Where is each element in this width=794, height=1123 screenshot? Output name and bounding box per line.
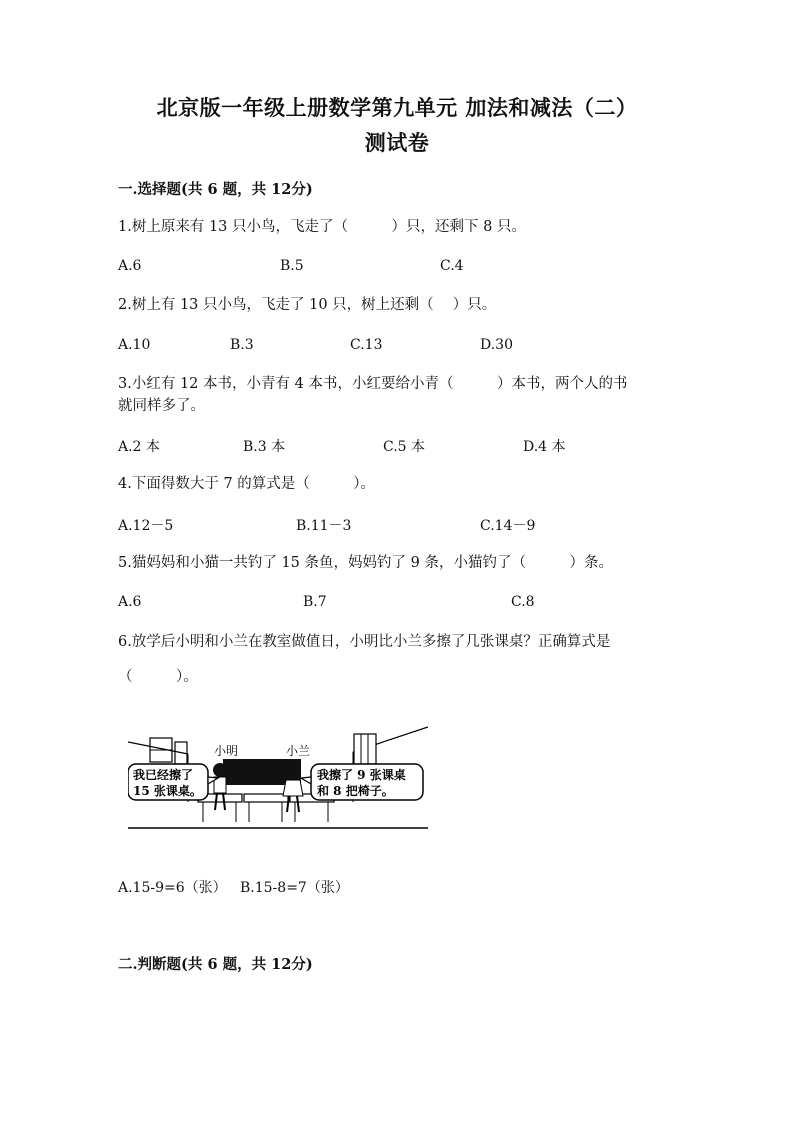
window-right (354, 734, 376, 764)
question-3-option-b: B.3 本 (243, 439, 286, 455)
question-1-option-c: C.4 (440, 258, 464, 274)
question-3-option-a: A.2 本 (118, 439, 160, 455)
question-6-option-a: A.15-9=6（张） (118, 880, 227, 896)
classroom-drawing (128, 722, 428, 830)
question-3-line-2: 就同样多了。 (118, 398, 205, 414)
question-1-option-b: B.5 (280, 258, 304, 274)
bubble-left-line-1: 我已经擦了 (133, 768, 194, 782)
question-6-line-1: 6.放学后小明和小兰在教室做值日，小明比小兰多擦了几张课桌？正确算式是 (118, 634, 611, 650)
bubble-left-line-2: 15 张课桌。 (133, 784, 202, 798)
girl-figure (286, 763, 300, 777)
question-2-option-a: A.10 (118, 337, 151, 353)
worksheet-title: 北京版一年级上册数学第九单元 加法和减法（二） (156, 95, 638, 120)
question-2-option-d: D.30 (480, 337, 513, 353)
question-3-line-1: 3.小红有 12 本书，小青有 4 本书，小红要给小青（ ）本书，两个人的书 (118, 376, 628, 392)
desk (244, 794, 288, 802)
bubble-right-line-2: 和 8 把椅子。 (317, 784, 394, 798)
question-1: 1.树上原来有 13 只小鸟，飞走了（ ）只，还剩下 8 只。 (118, 219, 526, 235)
section-heading-choice: 一.选择题(共 6 题，共 12分) (118, 181, 313, 198)
question-6-option-b: B.15-8=7（张） (240, 880, 349, 896)
question-2-option-c: C.13 (350, 337, 383, 353)
section-heading-judgment: 二.判断题(共 6 题，共 12分) (118, 956, 313, 973)
question-1-option-a: A.6 (118, 258, 142, 274)
bubble-right-line-1: 我擦了 9 张课桌 (317, 768, 406, 782)
label-xiaolan: 小兰 (286, 744, 311, 758)
question-3-option-c: C.5 本 (383, 439, 426, 455)
question-2-option-b: B.3 (230, 337, 254, 353)
question-5-option-a: A.6 (118, 594, 142, 610)
label-xiaoming: 小明 (214, 744, 239, 758)
worksheet-subtitle: 测试卷 (364, 130, 430, 155)
question-5: 5.猫妈妈和小猫一共钓了 15 条鱼，妈妈钓了 9 条，小猫钓了（ ）条。 (118, 555, 613, 571)
question-4-option-b: B.11－3 (296, 518, 352, 534)
question-6-line-2: （ ）。 (118, 669, 198, 685)
question-3-option-d: D.4 本 (523, 439, 566, 455)
boy-figure (213, 763, 227, 777)
question-2: 2.树上有 13 只小鸟，飞走了 10 只，树上还剩（ ）只。 (118, 297, 497, 313)
question-4: 4.下面得数大于 7 的算式是（ ）。 (118, 476, 376, 492)
question-4-option-a: A.12－5 (118, 518, 174, 534)
question-5-option-c: C.8 (511, 594, 535, 610)
question-4-option-c: C.14－9 (480, 518, 536, 534)
classroom-illustration (128, 722, 428, 830)
question-5-option-b: B.7 (303, 594, 327, 610)
